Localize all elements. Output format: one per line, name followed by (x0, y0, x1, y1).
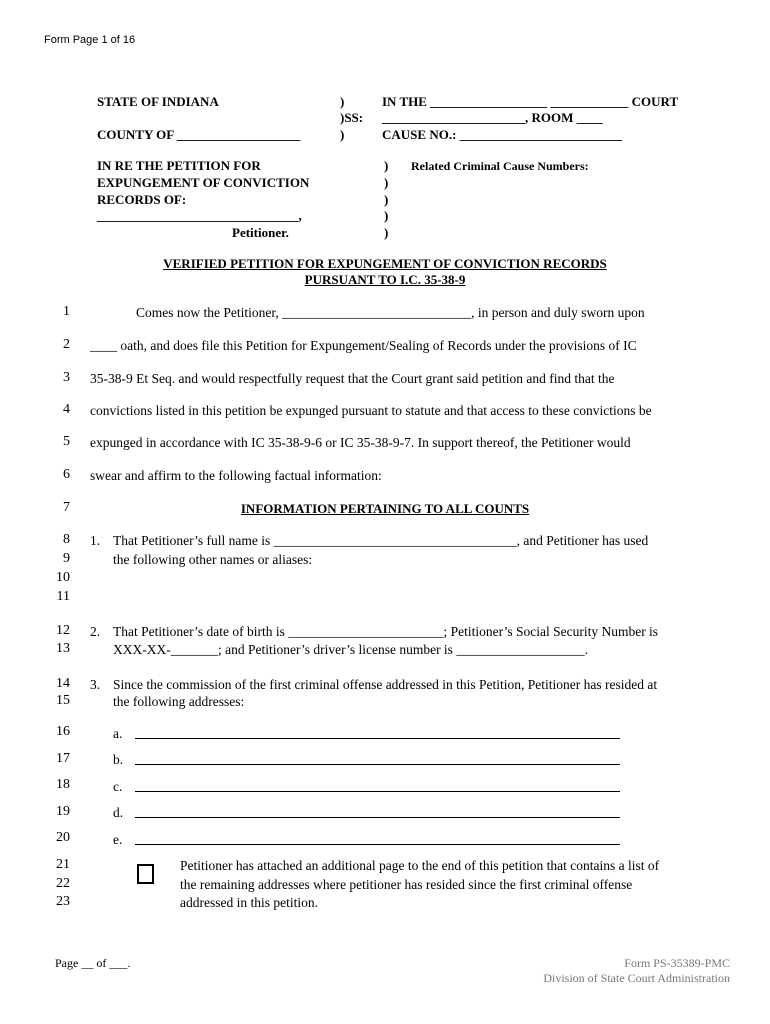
item-number: 1. (90, 533, 101, 548)
intro-line-1: Comes now the Petitioner, ____________________________, in person and duly sworn upon (136, 305, 645, 320)
page-count-footer: Page __ of ___. (55, 956, 131, 970)
address-field[interactable] (135, 817, 620, 818)
line-number: 10 (56, 570, 70, 585)
line-number: 20 (56, 830, 70, 845)
address-field[interactable] (135, 844, 620, 845)
in-re-line-1: IN RE THE PETITION FOR (97, 158, 261, 173)
line-number: 16 (56, 724, 70, 739)
related-cause-numbers-label: Related Criminal Cause Numbers: (411, 159, 589, 173)
room-line: ______________________, ROOM ____ (382, 110, 603, 125)
intro-line-5: expunged in accordance with IC 35-38-9-6 or IC 35-38-9-7. In support thereof, the Petitioner would (90, 435, 631, 450)
checkbox-text-line-1: Petitioner has attached an additional page to the end of this petition that contains a list of (180, 858, 660, 873)
line-number: 15 (56, 693, 70, 708)
line-number: 14 (56, 676, 70, 691)
intro-line-6: swear and affirm to the following factual information: (90, 468, 382, 483)
line-number: 3 (63, 370, 70, 385)
residence-line: Since the commission of the first criminal offense addressed in this Petition, Petitioner has resided at (113, 677, 658, 692)
cause-number-line: CAUSE NO.: _________________________ (382, 127, 623, 142)
additional-page-checkbox[interactable] (137, 864, 154, 884)
intro-line-3: 35-38-9 Et Seq. and would respectfully request that the Court grant said petition and find that the (90, 371, 615, 386)
address-label: d. (113, 805, 124, 820)
form-page-indicator: Form Page 1 of 16 (44, 34, 136, 46)
line-number: 9 (63, 551, 70, 566)
line-number: 7 (63, 500, 70, 515)
petitioner-label: Petitioner. (232, 225, 289, 240)
line-number: 17 (56, 751, 70, 766)
caption-paren: ) (384, 192, 389, 207)
line-number: 5 (63, 434, 70, 449)
line-number: 1 (63, 304, 70, 319)
in-re-line-3: RECORDS OF: (97, 192, 187, 207)
address-label: a. (113, 726, 123, 741)
line-number: 12 (56, 623, 70, 638)
date-of-birth-line: That Petitioner’s date of birth is _______________________; Petitioner’s Social Security Number is (113, 624, 659, 639)
line-number: 8 (63, 532, 70, 547)
address-field[interactable] (135, 738, 620, 739)
state-label: STATE OF INDIANA (97, 94, 219, 109)
residence-line-2: the following addresses: (113, 694, 245, 709)
caption-paren: ) (384, 208, 389, 223)
line-number: 23 (56, 894, 70, 909)
ssn-license-line: XXX-XX-_______; and Petitioner’s driver’s license number is ___________________. (113, 642, 588, 657)
address-field[interactable] (135, 764, 620, 765)
line-number: 13 (56, 641, 70, 656)
address-label: c. (113, 779, 123, 794)
line-number: 21 (56, 857, 70, 872)
line-number: 18 (56, 777, 70, 792)
line-number: 4 (63, 402, 70, 417)
line-number: 6 (63, 467, 70, 482)
petition-title: VERIFIED PETITION FOR EXPUNGEMENT OF CONVICTION RECORDS (163, 256, 607, 271)
intro-line-2: ____ oath, and does file this Petition for Expungement/Sealing of Records under the provisions of IC (90, 338, 637, 353)
division-name: Division of State Court Administration (543, 971, 730, 985)
caption-paren: ) (384, 225, 389, 240)
caption-paren: ) (384, 158, 389, 173)
full-name-line: That Petitioner’s full name is ____________________________________, and Petitioner has used (113, 533, 649, 548)
address-field[interactable] (135, 791, 620, 792)
caption-paren: ) (384, 175, 389, 190)
ss-label: )SS: (340, 110, 364, 125)
section-heading: INFORMATION PERTAINING TO ALL COUNTS (240, 501, 530, 516)
caption-paren: ) (340, 127, 345, 142)
item-number: 2. (90, 624, 101, 639)
line-number: 11 (56, 589, 70, 604)
address-label: b. (113, 752, 124, 767)
petition-statute: PURSUANT TO I.C. 35-38-9 (304, 272, 466, 287)
caption-paren: ) (340, 94, 345, 109)
line-number: 19 (56, 804, 70, 819)
aliases-line: the following other names or aliases: (113, 552, 313, 567)
intro-line-4: convictions listed in this petition be expunged pursuant to statute and that access to these convictions be (90, 403, 652, 418)
in-re-line-2: EXPUNGEMENT OF CONVICTION (97, 175, 310, 190)
line-number: 2 (63, 337, 70, 352)
form-id: Form PS-35389-PMC (624, 956, 730, 970)
county-label: COUNTY OF ___________________ (97, 127, 301, 142)
petitioner-name-line: _______________________________, (97, 208, 302, 223)
checkbox-text-line-3: addressed in this petition. (180, 895, 318, 910)
address-label: e. (113, 832, 123, 847)
line-number: 22 (56, 876, 70, 891)
checkbox-text-line-2: the remaining addresses where petitioner has resided since the first criminal offense (180, 877, 633, 892)
court-line: IN THE __________________ ____________ COURT (382, 94, 679, 109)
item-number: 3. (90, 677, 101, 692)
